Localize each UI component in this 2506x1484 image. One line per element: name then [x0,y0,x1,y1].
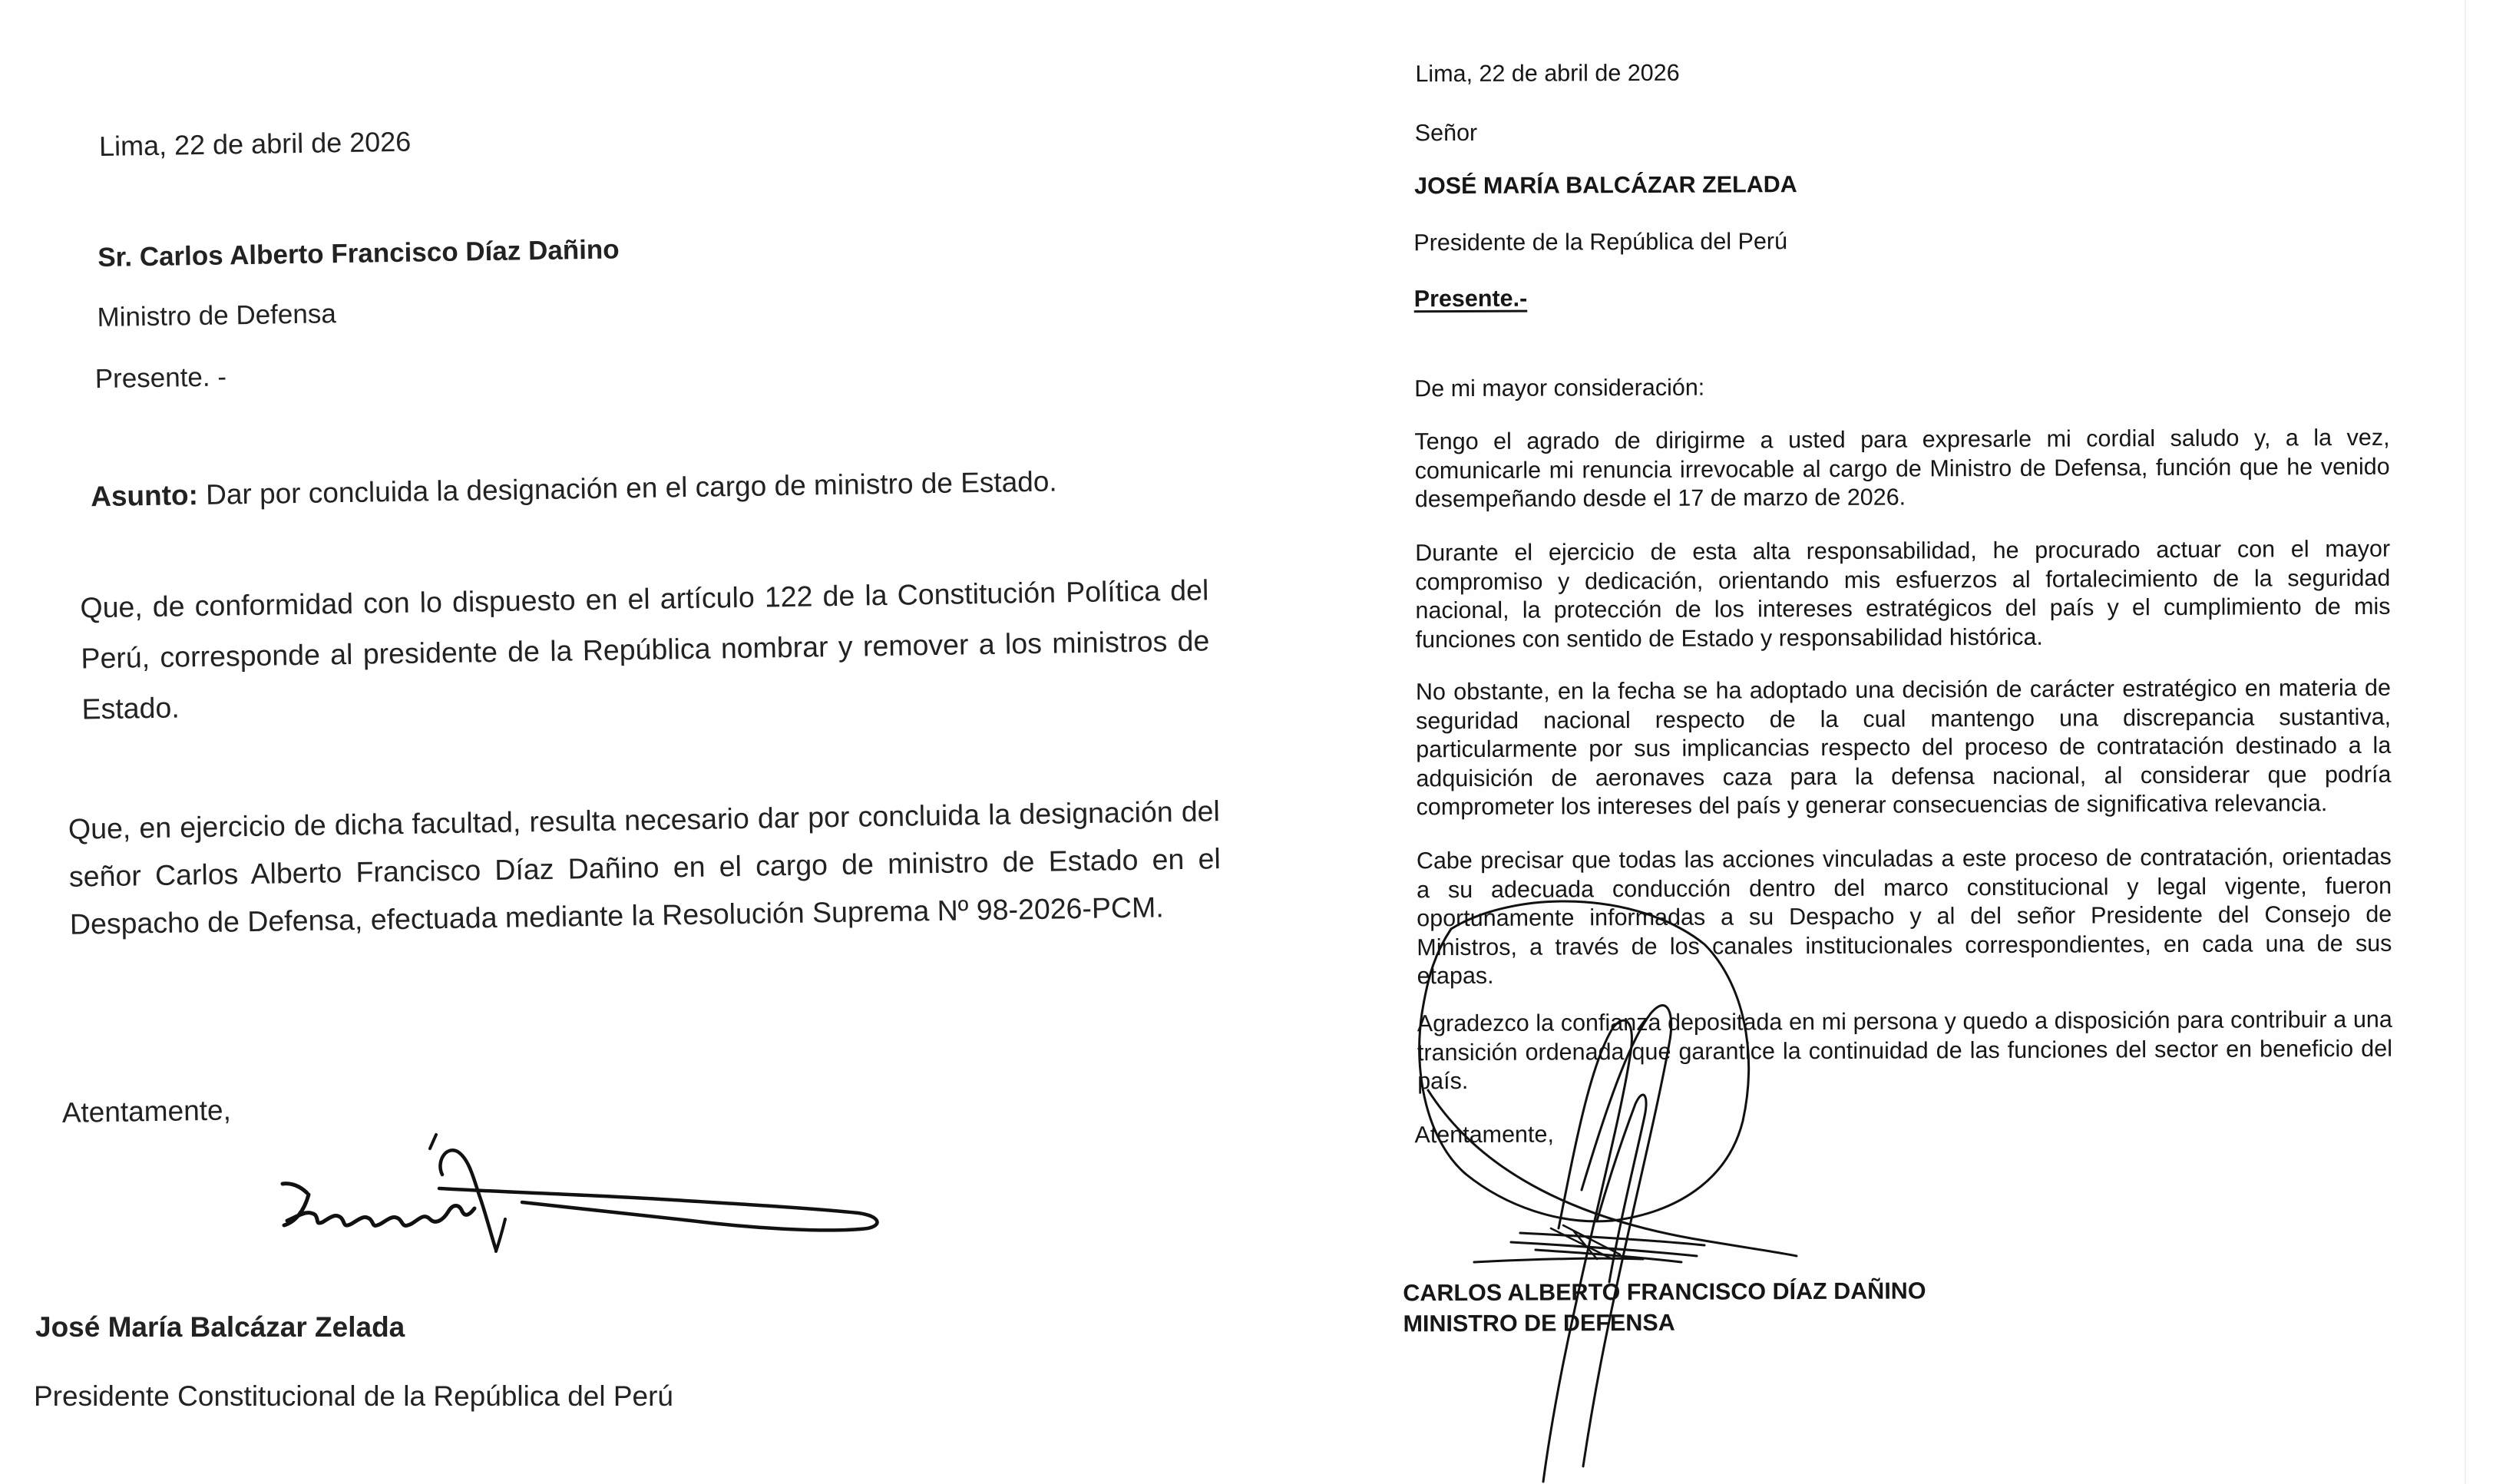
right-letter-closing: Atentamente, [1414,1121,1554,1149]
left-letter-recipient-name: Sr. Carlos Alberto Francisco Díaz Dañino [97,234,620,273]
right-letter-paragraph: No obstante, en la fecha se ha adoptado una decisión de carácter estratégico en materia de seguridad nacional respecto de la cual mantengo una discrepancia sustantiva, particularmente por sus implicancias respecto del proceso de contratación destinado a la adquisición de aeronaves caza para la defensa nacional, al considerar que podría comprometer los intereses del país y generar consecuencias de significativa relevancia. [1415,674,2392,821]
left-letter-closing: Atentamente, [61,1094,232,1129]
right-letter-presente: Presente.- [1413,285,1528,312]
subject-label: Asunto: [90,479,199,513]
right-letter-salutation-prefix: Señor [1414,119,1478,147]
right-letter-paragraph: Agradezco la confianza depositada en mi persona y quedo a disposición para contribuir a una transición ordenada que garantice la continuidad de las funciones del sector en beneficio del país. [1417,1006,2393,1095]
right-letter-signer-title: MINISTRO DE DEFENSA [1403,1309,1675,1337]
right-letter-date: Lima, 22 de abril de 2026 [1415,59,1680,88]
left-letter-paragraph: Que, de conformidad con lo dispuesto en el artículo 122 de la Constitución Política del Perú, corresponde al presidente de la República nombrar y remover a los ministros de Estado. [80,573,1210,725]
left-letter-signer-name: José María Balcázar Zelada [35,1311,405,1343]
right-letter-body [1290,0,2506,1484]
right-letter [1290,0,2506,1484]
left-letter-subject [91,465,1057,513]
right-letter-paragraph: Durante el ejercicio de esta alta responsabilidad, he procurado actuar con el mayor compromiso y dedicación, orientando mis esfuerzos al fortalecimiento de la seguridad nacional, la protección de los intereses estratégicos del país y el cumplimiento de mis funciones con sentido de Estado y responsabilidad histórica. [1415,535,2391,653]
left-letter-recipient-title: Ministro de Defensa [97,299,337,333]
right-letter-signer-name: CARLOS ALBERTO FRANCISCO DÍAZ DAÑINO [1403,1277,1926,1307]
left-letter-date: Lima, 22 de abril de 2026 [98,125,412,162]
right-letter-recipient-title: Presidente de la República del Perú [1413,228,1788,256]
subject-text: Dar por concluida la designación en el cargo de ministro de Estado. [197,465,1057,511]
right-letter-recipient-name: JOSÉ MARÍA BALCÁZAR ZELADA [1413,171,1797,200]
left-letter-signer-title: Presidente Constitucional de la República del Perú [34,1380,674,1412]
right-letter-paragraph: Tengo el agrado de dirigirme a usted para expresarle mi cordial saludo y, a la vez, comunicarle mi renuncia irrevocable al cargo de Ministro de Defensa, función que he venido desempeñando desde el 17 de marzo de 2026. [1414,424,2390,513]
right-letter-greeting: De mi mayor consideración: [1414,374,1705,402]
left-letter-paragraph: Que, en ejercicio de dicha facultad, resulta necesario dar por concluida la designación del señor Carlos Alberto Francisco Díaz Dañino en el cargo de ministro de Estado en el Despacho de Defensa, efectuada mediante la Resolución Suprema Nº 98-2026-PCM. [68,795,1222,940]
right-letter-paragraph: Cabe precisar que todas las acciones vinculadas a este proceso de contratación, orientadas a su adecuada conducción dentro del marco constitucional y legal vigente, fueron oportunamente informadas a su Despacho y al del señor Presidente del Consejo de Ministros, a través de los canales institucionales correspondientes, en cada una de sus etapas. [1416,843,2392,990]
left-letter-presente: Presente. - [94,362,227,395]
